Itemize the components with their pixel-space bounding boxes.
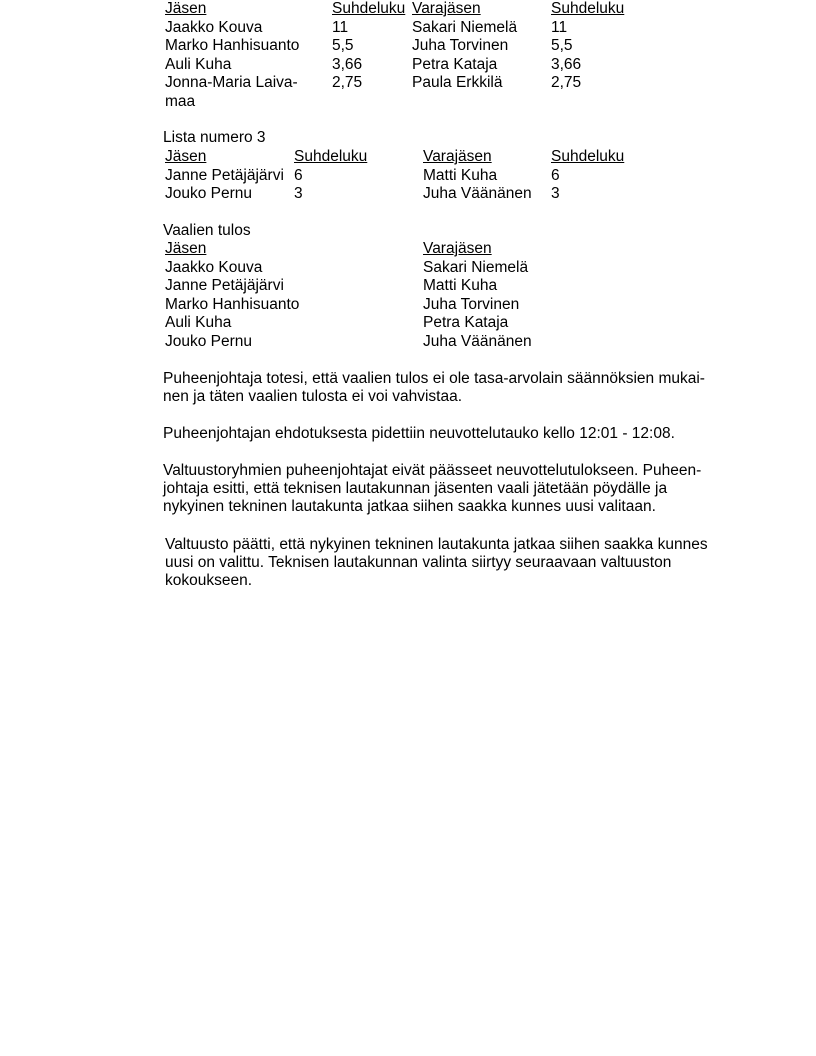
column-header-deputy-ratio: Suhdeluku [551, 0, 625, 17]
deputy-ratio: 5,5 [551, 37, 573, 54]
deputy-name: Juha Torvinen [412, 37, 509, 54]
member-ratio: 3,66 [332, 55, 363, 73]
deputy-ratio: 11 [551, 18, 568, 36]
member-name: Jaakko Kouva [165, 18, 263, 36]
table-row [165, 296, 532, 315]
column-header-member: Jäsen [165, 0, 207, 17]
section-title-election-result: Vaalien tulos [163, 222, 251, 239]
election-result-table [165, 240, 532, 351]
table-row [165, 259, 532, 278]
table-row [165, 37, 624, 56]
member-name: Janne Petäjäjärvi [165, 166, 284, 184]
deputy-ratio: 3,66 [551, 55, 582, 73]
deputy-name: Sakari Niemelä [423, 258, 529, 276]
paragraph-line: johtaja esitti, että teknisen lautakunnan jäsenten vaali jätetään pöydälle ja [163, 480, 668, 497]
member-ratio: 5,5 [332, 37, 354, 54]
paragraph-line: Puheenjohtaja totesi, että vaalien tulos ei ole tasa-arvolain säännöksien mukai- [163, 370, 705, 387]
deputy-name: Sakari Niemelä [412, 18, 518, 36]
paragraph-line: Puheenjohtajan ehdotuksesta pidettiin neuvottelutauko kello 12:01 - 12:08. [163, 425, 675, 442]
table-row [165, 19, 624, 38]
table-row [165, 93, 624, 112]
column-header-deputy-ratio: Suhdeluku [551, 148, 625, 165]
paragraph-line: Valtuustoryhmien puheenjohtajat eivät päässeet neuvottelutulokseen. Puheen- [163, 462, 702, 479]
paragraph-tasa-arvo [163, 370, 733, 406]
deputy-name: Matti Kuha [423, 277, 498, 294]
member-name: Jaakko Kouva [165, 258, 263, 276]
member-ratio: 6 [294, 166, 303, 184]
deputy-name: Juha Väänänen [423, 332, 532, 350]
paragraph-line: uusi on valittu. Teknisen lautakunnan valinta siirtyy seuraavaan valtuuston [165, 554, 672, 571]
member-name: Auli Kuha [165, 55, 232, 73]
column-header-ratio: Suhdeluku [332, 0, 406, 17]
deputy-name: Petra Kataja [412, 55, 498, 73]
member-name: Jonna-Maria Laiva- [165, 74, 298, 91]
paragraph-ehdotus [163, 462, 733, 516]
member-table-list-2 [165, 0, 624, 111]
member-name: Auli Kuha [165, 314, 232, 331]
column-header-deputy: Varajäsen [423, 240, 492, 257]
member-name: Jouko Pernu [165, 185, 253, 202]
table-row [165, 56, 624, 75]
table-row [165, 314, 532, 333]
deputy-ratio: 3 [551, 185, 560, 202]
deputy-ratio: 6 [551, 166, 560, 184]
deputy-ratio: 2,75 [551, 74, 582, 91]
deputy-name: Juha Torvinen [423, 295, 520, 313]
column-header-member: Jäsen [165, 240, 207, 257]
member-ratio: 11 [332, 18, 349, 36]
member-name: maa [165, 92, 196, 110]
member-name: Janne Petäjäjärvi [165, 277, 284, 294]
paragraph-line: Valtuusto päätti, että nykyinen tekninen lautakunta jatkaa siihen saakka kunnes [165, 536, 708, 553]
paragraph-paatos [165, 536, 735, 590]
deputy-name [412, 93, 551, 112]
deputy-name: Paula Erkkilä [412, 74, 503, 91]
section-title-list-3: Lista numero 3 [163, 129, 266, 146]
member-ratio [332, 93, 412, 112]
table-header-row [165, 148, 624, 167]
table-row [165, 333, 532, 352]
table-row [165, 277, 532, 296]
member-name: Jouko Pernu [165, 332, 253, 350]
member-table-list-3 [165, 148, 624, 204]
table-row [165, 185, 624, 204]
column-header-deputy: Varajäsen [412, 0, 481, 17]
table-header-row [165, 240, 532, 259]
table-row [165, 74, 624, 93]
deputy-name: Matti Kuha [423, 166, 498, 184]
paragraph-line: nen ja täten vaalien tulosta ei voi vahvistaa. [163, 388, 462, 405]
member-ratio: 3 [294, 185, 303, 202]
member-name: Marko Hanhisuanto [165, 295, 300, 313]
column-header-ratio: Suhdeluku [294, 148, 368, 165]
table-header-row [165, 0, 624, 19]
deputy-name: Juha Väänänen [423, 185, 532, 202]
column-header-deputy: Varajäsen [423, 148, 492, 165]
deputy-name: Petra Kataja [423, 314, 509, 331]
member-name: Marko Hanhisuanto [165, 37, 300, 54]
deputy-ratio [551, 93, 624, 112]
member-ratio: 2,75 [332, 74, 363, 91]
table-row [165, 167, 624, 186]
paragraph-line: kokoukseen. [165, 572, 253, 589]
column-header-member: Jäsen [165, 148, 207, 165]
paragraph-line: nykyinen tekninen lautakunta jatkaa siihen saakka kunnes uusi valitaan. [163, 498, 656, 515]
paragraph-neuvottelutauko [163, 425, 733, 443]
